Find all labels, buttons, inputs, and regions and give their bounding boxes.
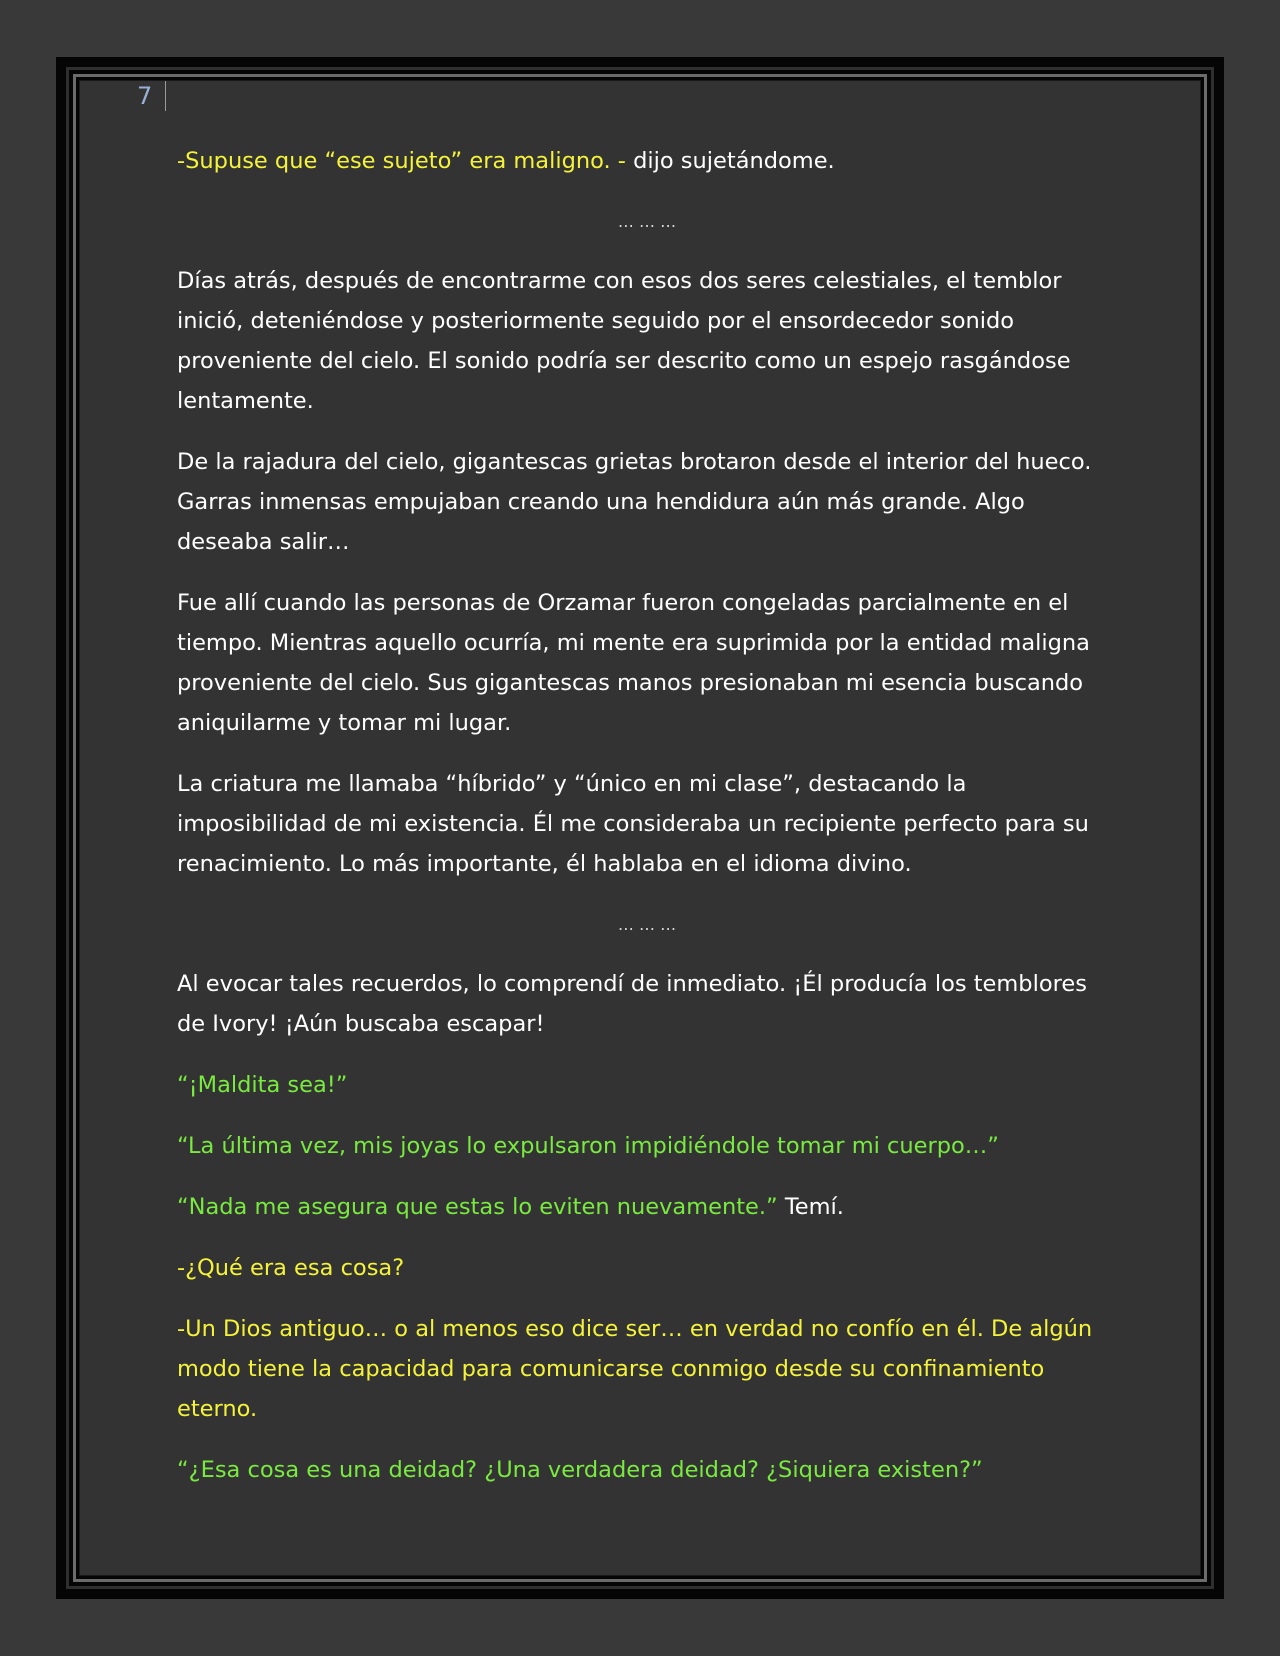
paragraph-narration-4: Fue allí cuando las personas de Orzamar fueron congeladas parcialmente en el tiempo. Mientras aquello ocurría, mi mente era suprimida por la entidad maligna proveniente del cielo. Sus gigantescas manos presionaban mi esencia buscando aniquilarme y tomar mi lugar. [177,590,1090,736]
document-page [80,81,1200,1575]
paragraph-thought-8: “La última vez, mis joyas lo expulsaron impidiéndole tomar mi cuerpo…” [177,1133,999,1159]
paragraph-thought-7: “¡Maldita sea!” [177,1072,348,1098]
page-number: 7 [137,82,153,110]
scene-separator: … … … [617,915,677,934]
narration-text: dijo sujetándome. [625,148,835,174]
page-content [177,141,1117,1511]
narration-text: Temí. [777,1194,844,1220]
paragraph-narration-2: Días atrás, después de encontrarme con esos dos seres celestiales, el temblor inició, deteniéndose y posteriormente seguido por el ensordecedor sonido proveniente del cielo. El sonido podría ser descrito como un espejo rasgándose lentamente. [177,268,1071,414]
dialogue-text: -Supuse que “ese sujeto” era maligno. - [177,148,626,174]
paragraph-thought-9 [177,1187,1117,1227]
paragraph-narration-3: De la rajadura del cielo, gigantescas grietas brotaron desde el interior del hueco. Garras inmensas empujaban creando una hendidura aún más grande. Algo deseaba salir… [177,449,1092,555]
paragraph-dialogue-11: -Un Dios antiguo… o al menos eso dice ser… en verdad no confío en él. De algún modo tiene la capacidad para comunicarse conmigo desde su confinamiento eterno. [177,1316,1093,1422]
scene-separator: … … … [617,212,677,231]
paragraph-dialogue-1 [177,141,1117,181]
thought-text: “Nada me asegura que estas lo eviten nuevamente.” [177,1194,778,1220]
paragraph-dialogue-10: -¿Qué era esa cosa? [177,1255,405,1281]
paragraph-narration-5: La criatura me llamaba “híbrido” y “único en mi clase”, destacando la imposibilidad de mi existencia. Él me consideraba un recipiente perfecto para su renacimiento. Lo más importante, él hablaba en el idioma divino. [177,771,1089,877]
paragraph-narration-6: Al evocar tales recuerdos, lo comprendí de inmediato. ¡Él producía los temblores de Ivory! ¡Aún buscaba escapar! [177,971,1087,1037]
paragraph-thought-12: “¿Esa cosa es una deidad? ¿Una verdadera deidad? ¿Siquiera existen?” [177,1457,983,1483]
page-number-divider [165,81,166,111]
